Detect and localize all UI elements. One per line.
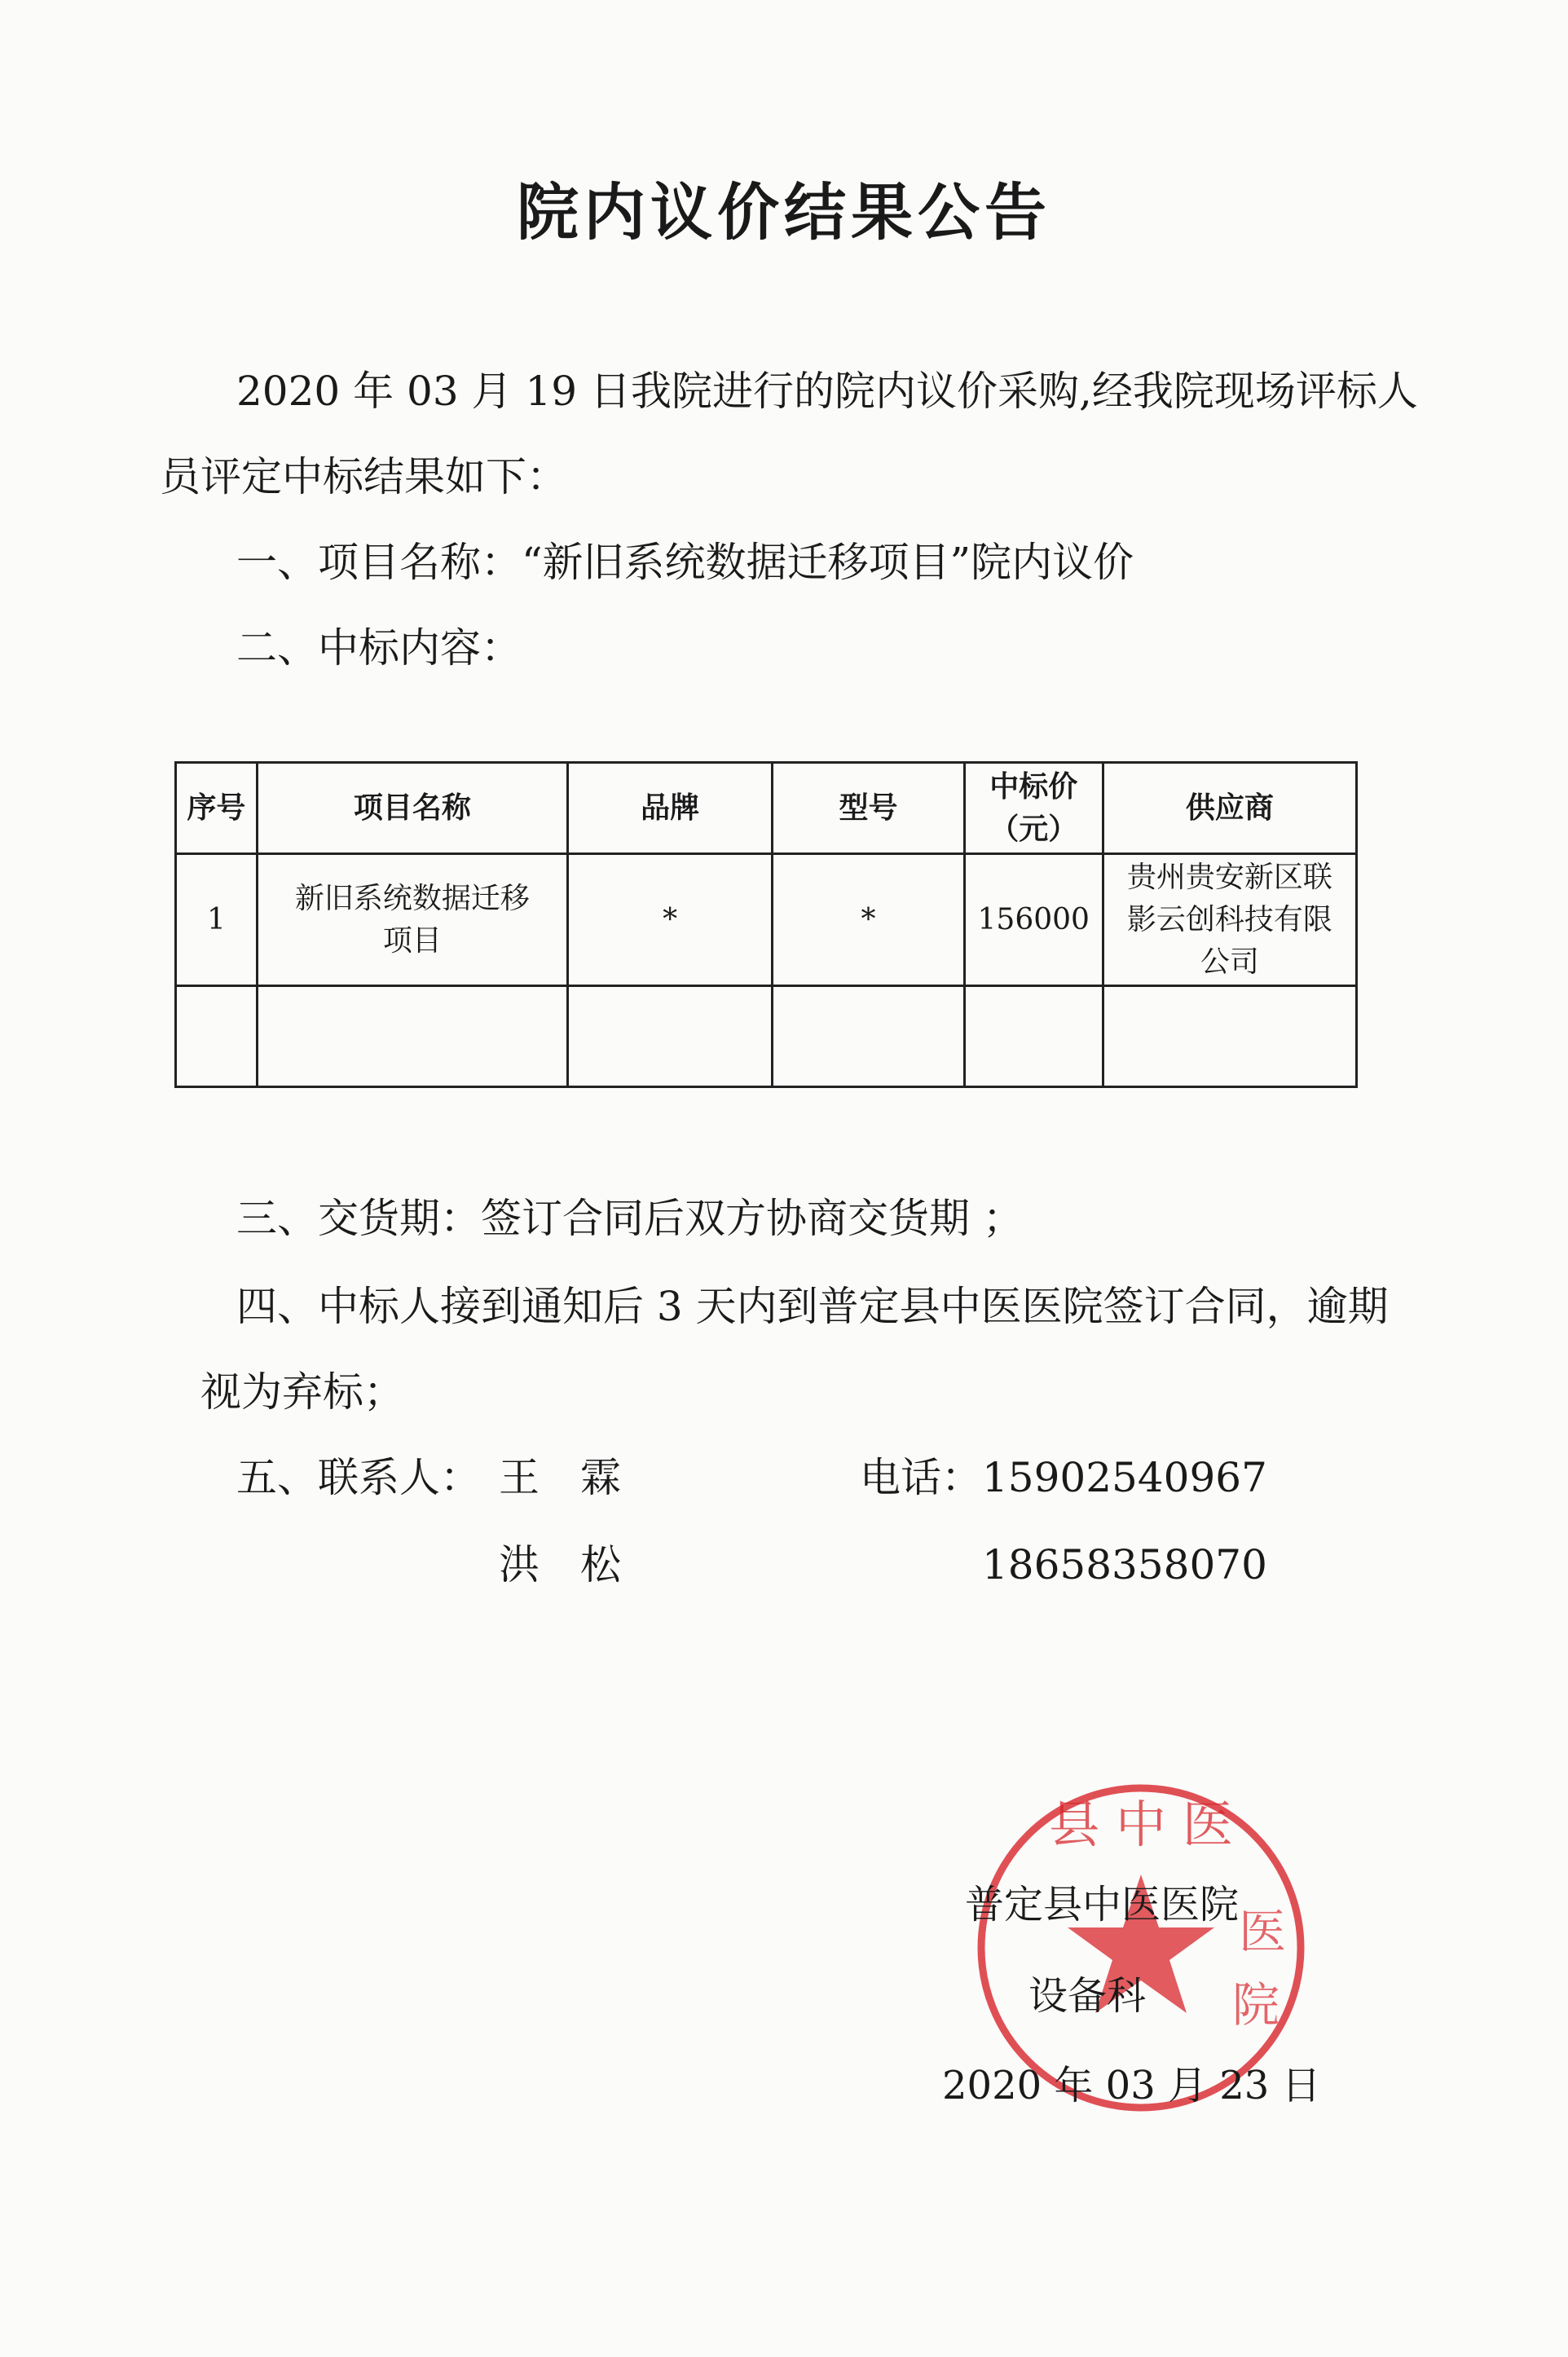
cell-project-name [257, 854, 567, 986]
svg-text:医: 医 [1239, 1904, 1287, 1959]
header-project-name: 项目名称 [257, 763, 567, 854]
table-header-row [176, 763, 1357, 854]
cell-project-name-line1: 新旧系统数据迁移 [294, 881, 530, 915]
intro-line-2: 员评定中标结果如下： [160, 453, 567, 500]
cell-price: 156000 [964, 854, 1103, 986]
header-price-line2: （元） [989, 812, 1078, 846]
signature-org: 普定县中医医院 [965, 1882, 1240, 1927]
item-delivery: 三、交货期：签订合同后双方协商交货期 ； [236, 1195, 1024, 1242]
contact-2-name: 洪 松 [499, 1541, 621, 1588]
phone-label: 电话： [860, 1454, 982, 1501]
item-project-name: 一、项目名称：“新旧系统数据迁移项目”院内议价 [236, 539, 1134, 586]
svg-text:院: 院 [1232, 1977, 1280, 2033]
contact-label: 五、联系人： [236, 1454, 481, 1501]
svg-text:县 中 医: 县 中 医 [1049, 1795, 1233, 1854]
header-price-line1: 中标价 [989, 769, 1078, 804]
table-row-empty [176, 986, 1357, 1087]
header-model: 型号 [773, 763, 964, 854]
table-row [176, 854, 1357, 986]
contact-2-phone: 18658358070 [982, 1541, 1267, 1588]
cell-supplier-line3: 公司 [1200, 945, 1259, 979]
header-price [964, 763, 1103, 854]
cell-project-name-line2: 项目 [382, 923, 442, 958]
item-award-content: 二、中标内容： [236, 624, 522, 672]
item-contract-line-1: 四、中标人接到通知后 3 天内到普定县中医医院签订合同，逾期 [236, 1283, 1389, 1330]
signature-dept: 设备科 [1028, 1973, 1147, 2019]
header-supplier: 供应商 [1103, 763, 1356, 854]
cell-brand: * [567, 854, 772, 986]
intro-line-1: 2020 年 03 月 19 日我院进行的院内议价采购,经我院现场评标人 [236, 368, 1418, 415]
cell-seq: 1 [176, 854, 258, 986]
header-seq: 序号 [176, 763, 258, 854]
document-title: 院内议价结果公告 [517, 176, 1051, 249]
cell-model: * [773, 854, 964, 986]
cell-supplier-line2: 影云创科技有限 [1126, 902, 1332, 936]
award-table [174, 761, 1358, 1088]
item-contract-line-2: 视为弃标； [200, 1368, 404, 1416]
contact-1-name: 王 霖 [499, 1454, 621, 1501]
signature-date: 2020 年 03 月 23 日 [942, 2063, 1321, 2108]
cell-supplier [1103, 854, 1356, 986]
cell-supplier-line1: 贵州贵安新区联 [1126, 860, 1332, 894]
header-brand: 品牌 [567, 763, 772, 854]
contact-1-phone: 15902540967 [982, 1454, 1267, 1501]
